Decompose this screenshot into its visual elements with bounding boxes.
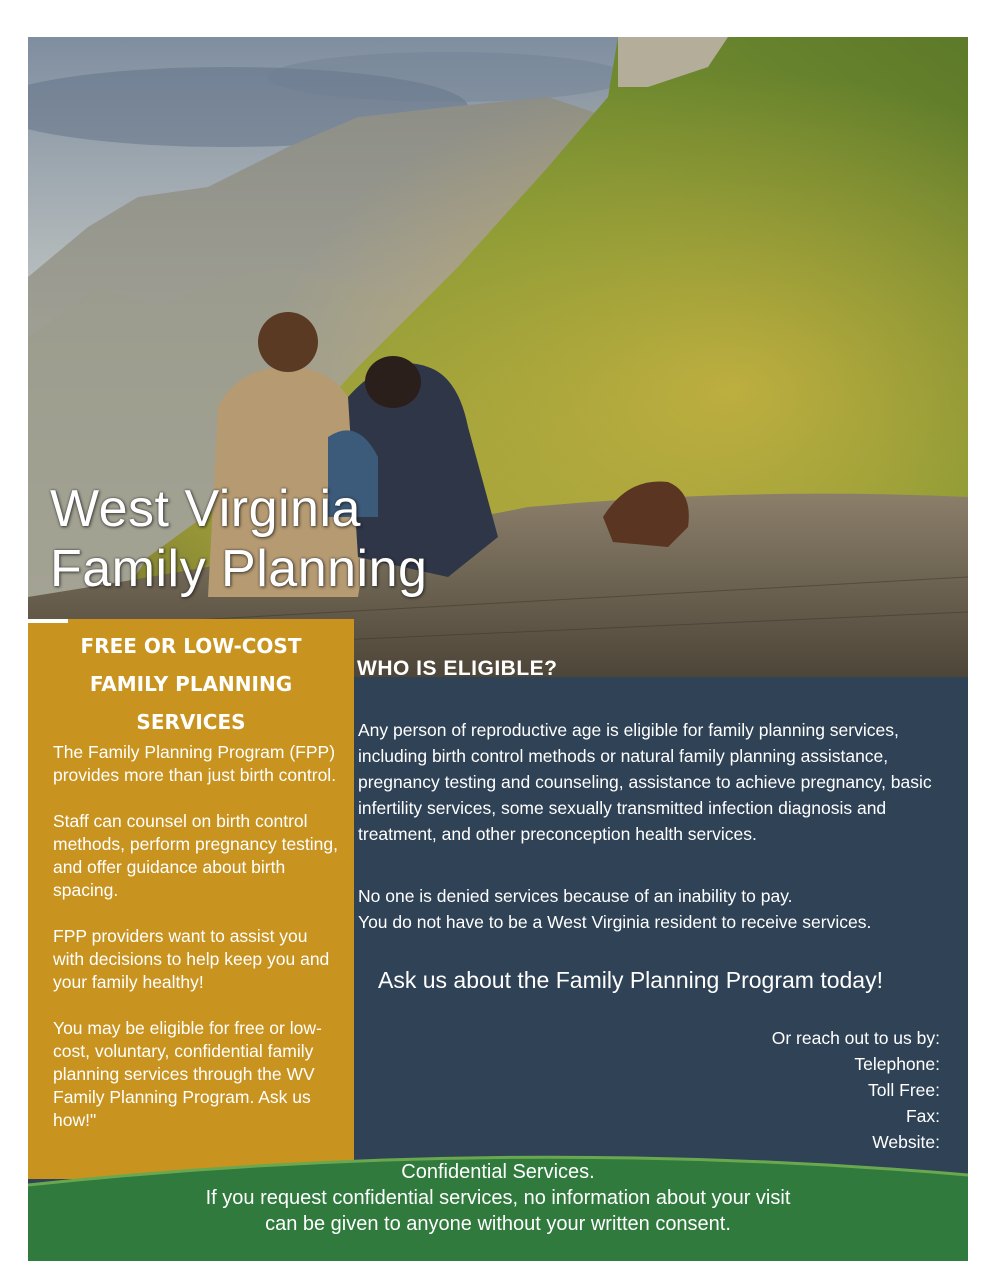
accent-bar <box>28 619 68 623</box>
contact-telephone: Telephone: <box>854 1054 940 1074</box>
services-paragraph: FPP providers want to assist you with decisions to help keep you and your family healthy! <box>53 926 330 992</box>
title-line-1: West Virginia <box>50 480 361 538</box>
no-denial-line: No one is denied services because of an inability to pay. <box>358 886 793 906</box>
eligibility-paragraph: Any person of reproductive age is eligible for family planning services, including birth control methods or natural family planning assistance, pregnancy testing and counseling, assistance to achieve pregnancy, basic infertility services, some sexually transmitted infection diagnosis and treatment, and other preconception health services. <box>358 720 932 844</box>
eligibility-heading: WHO IS ELIGIBLE? <box>357 657 558 680</box>
call-to-action: Ask us about the Family Planning Program today! <box>378 967 883 993</box>
services-heading <box>28 627 354 741</box>
confidential-footer <box>28 1145 968 1261</box>
services-heading-line: SERVICES <box>136 710 246 734</box>
services-paragraph: You may be eligible for free or low-cost, voluntary, confidential family planning services through the WV Family Planning Program. Ask us how!" <box>53 1018 322 1130</box>
footer-line-3: can be given to anyone without your written consent. <box>265 1213 731 1235</box>
contact-list <box>772 1025 940 1155</box>
contact-fax: Fax: <box>905 1106 940 1126</box>
services-heading-line: FREE OR LOW-COST <box>80 634 302 658</box>
hero-photo <box>28 37 968 677</box>
services-paragraph: Staff can counsel on birth control methods, perform pregnancy testing, and offer guidance about birth spacing. <box>53 811 339 900</box>
eligibility-notes <box>358 883 963 935</box>
title-line-2: Family Planning <box>50 540 428 598</box>
services-panel <box>28 619 354 1179</box>
contact-toll-free: Toll Free: <box>868 1080 940 1100</box>
flyer <box>28 37 968 1261</box>
contact-intro: Or reach out to us by: <box>771 1028 940 1048</box>
page-title <box>50 479 427 599</box>
eligibility-panel <box>354 657 968 1177</box>
residency-line: You do not have to be a West Virginia resident to receive services. <box>358 912 872 932</box>
services-heading-line: FAMILY PLANNING <box>89 672 293 696</box>
services-paragraph: The Family Planning Program (FPP) provides more than just birth control. <box>53 742 337 785</box>
footer-line-1: Confidential Services. <box>401 1161 595 1183</box>
contact-website: Website: <box>872 1132 940 1152</box>
footer-line-2: If you request confidential services, no information about your visit <box>205 1187 791 1209</box>
